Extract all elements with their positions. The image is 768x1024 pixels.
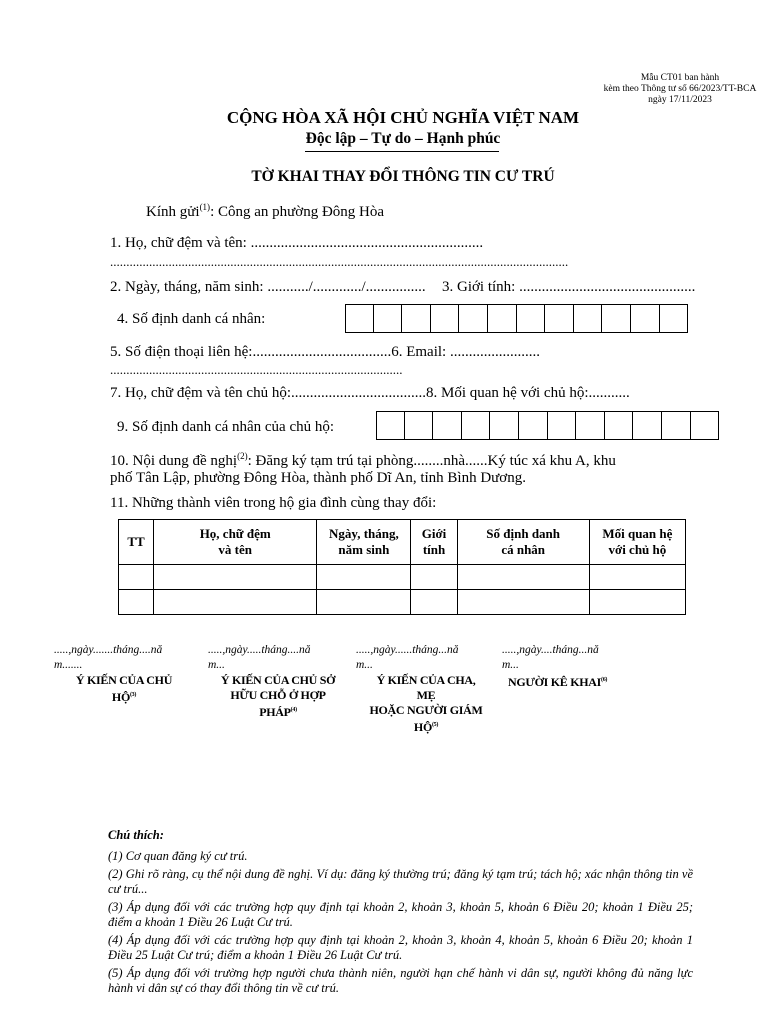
id-digit-box[interactable] xyxy=(633,411,662,440)
id-digit-box[interactable] xyxy=(490,411,519,440)
field-id-label: 4. Số định danh cá nhân: xyxy=(117,311,266,327)
id-digit-box[interactable] xyxy=(488,304,517,333)
id-digit-box[interactable] xyxy=(462,411,491,440)
signature-title-text: Ý KIẾN CỦA CHỦ HỘ xyxy=(75,673,173,704)
col-dob-header: Ngày, tháng, năm sinh xyxy=(317,520,411,565)
notes-section xyxy=(108,828,693,999)
footnote-ref: (5) xyxy=(431,722,439,728)
request-value[interactable]: : Đăng ký tạm trú tại phòng........nhà......Ký túc xá khu A, khu xyxy=(247,453,616,469)
id-digit-box[interactable] xyxy=(405,411,434,440)
field-request-content[interactable] xyxy=(110,451,616,470)
table-cell[interactable] xyxy=(119,590,154,615)
id-digit-box[interactable] xyxy=(691,411,720,440)
table-cell[interactable] xyxy=(589,565,685,590)
note-item: (4) Áp dụng đối với các trường hợp quy định tại khoản 2, khoản 3, khoản 4, khoản 5, khoản 6 Điều 20; khoản 1 Điều 25 Luật Cư trú; điểm a khoản 1 Điều 26 Luật Cư trú. xyxy=(108,933,693,962)
field-full-name[interactable]: 1. Họ, chữ đệm và tên: .............................................................. xyxy=(110,235,484,251)
field-phone-email-cont[interactable]: .......................................................................................... xyxy=(110,362,403,377)
footnote-ref: (4) xyxy=(290,707,297,713)
form-note xyxy=(600,73,760,106)
id-digit-box[interactable] xyxy=(631,304,660,333)
table-cell[interactable] xyxy=(317,590,411,615)
id-digit-box[interactable] xyxy=(402,304,431,333)
field-full-name-cont[interactable]: ............................................................................................................................................. xyxy=(110,254,569,269)
table-header-row xyxy=(119,520,686,565)
field-head-id-label: 9. Số định danh cá nhân của chủ hộ: xyxy=(117,419,335,435)
head-id-boxes[interactable] xyxy=(376,411,719,440)
signature-title xyxy=(356,673,496,735)
note-item: (2) Ghi rõ ràng, cụ thể nội dung đề nghị. Ví dụ: đăng ký thường trú; đăng ký tạm trú; tách hộ; xác nhận thông tin về cư trú... xyxy=(108,867,693,896)
form-note-line: Mẫu CT01 ban hành xyxy=(640,73,720,83)
table-cell[interactable] xyxy=(154,590,317,615)
signature-block-owner xyxy=(208,643,348,720)
table-cell[interactable] xyxy=(457,565,589,590)
signature-title-text: Ý KIẾN CỦA CHA, MẸ HOẶC NGƯỜI GIÁM HỘ xyxy=(369,673,483,734)
id-digit-box[interactable] xyxy=(548,411,577,440)
table-cell[interactable] xyxy=(317,565,411,590)
form-note-line: kèm theo Thông tư số 66/2023/TT-BCA xyxy=(603,84,757,94)
id-digit-box[interactable] xyxy=(602,304,631,333)
id-digit-box[interactable] xyxy=(576,411,605,440)
signature-date[interactable]: .....,ngày......tháng...nă m... xyxy=(356,644,459,671)
col-gender-header: Giới tính xyxy=(411,520,457,565)
table-cell[interactable] xyxy=(411,565,457,590)
id-digit-box[interactable] xyxy=(605,411,634,440)
motto-underline xyxy=(305,151,499,152)
field-birth-date[interactable]: 2. Ngày, tháng, năm sinh: .........../............./................ xyxy=(110,279,426,295)
motto: Độc lập – Tự do – Hạnh phúc xyxy=(305,130,501,147)
form-note-line: ngày 17/11/2023 xyxy=(648,95,712,105)
signature-date[interactable]: .....,ngày....tháng...nă m... xyxy=(502,644,599,671)
note-item: (1) Cơ quan đăng ký cư trú. xyxy=(108,849,248,863)
national-title: CỘNG HÒA XÃ HỘI CHỦ NGHĨA VIỆT NAM xyxy=(226,108,580,127)
personal-id-boxes[interactable] xyxy=(345,304,688,333)
notes-heading: Chú thích: xyxy=(108,828,164,842)
id-digit-box[interactable] xyxy=(662,411,691,440)
form-title: TỜ KHAI THAY ĐỔI THÔNG TIN CƯ TRÚ xyxy=(251,168,555,185)
recipient-line xyxy=(146,202,384,221)
recipient-value[interactable]: : Công an phường Đông Hòa xyxy=(210,204,385,220)
col-name-header: Họ, chữ đệm và tên xyxy=(154,520,317,565)
col-tt-header: TT xyxy=(119,520,154,565)
signature-date[interactable]: .....,ngày.....tháng....nă m... xyxy=(208,644,311,671)
id-digit-box[interactable] xyxy=(376,411,405,440)
field-gender[interactable]: 3. Giới tính: ............................................... xyxy=(442,279,696,295)
table-row xyxy=(119,565,686,590)
id-digit-box[interactable] xyxy=(517,304,546,333)
id-digit-box[interactable] xyxy=(345,304,374,333)
signature-title-text: NGƯỜI KÊ KHAI xyxy=(508,675,601,689)
id-digit-box[interactable] xyxy=(545,304,574,333)
request-label: 10. Nội dung đề nghị xyxy=(110,453,238,469)
footnote-ref: (6) xyxy=(601,677,608,683)
id-digit-box[interactable] xyxy=(660,304,689,333)
recipient-label: Kính gửi xyxy=(146,204,200,220)
signature-title xyxy=(502,673,642,690)
table-cell[interactable] xyxy=(119,565,154,590)
signature-title xyxy=(54,673,194,705)
field-request-content-cont[interactable]: phố Tân Lập, phường Đông Hòa, thành phố Dĩ An, tỉnh Bình Dương. xyxy=(110,470,526,486)
col-relation-header: Mối quan hệ với chủ hộ xyxy=(589,520,685,565)
signature-block-guardian xyxy=(356,643,496,735)
signature-block-declarant xyxy=(502,643,642,690)
signature-title xyxy=(208,673,348,720)
table-row xyxy=(119,590,686,615)
members-table xyxy=(118,519,686,615)
field-head-of-household[interactable]: 7. Họ, chữ đệm và tên chủ hộ:....................................8. Mối quan hệ với chủ hộ:........... xyxy=(110,385,630,401)
id-digit-box[interactable] xyxy=(574,304,603,333)
id-digit-box[interactable] xyxy=(431,304,460,333)
id-digit-box[interactable] xyxy=(433,411,462,440)
id-digit-box[interactable] xyxy=(519,411,548,440)
col-id-header: Số định danh cá nhân xyxy=(457,520,589,565)
signature-date[interactable]: .....,ngày.......tháng....nă m....... xyxy=(54,644,163,671)
note-item: (3) Áp dụng đối với các trường hợp quy định tại khoản 2, khoản 3, khoản 5, khoản 6 Điều 20; khoản 1 Điều 25; điểm a khoản 1 Điều 26 Luật Cư trú. xyxy=(108,900,693,929)
id-digit-box[interactable] xyxy=(374,304,403,333)
table-cell[interactable] xyxy=(154,565,317,590)
signature-title-text: Ý KIẾN CỦA CHỦ SỞ HỮU CHỖ Ở HỢP PHÁP xyxy=(220,673,336,719)
table-cell[interactable] xyxy=(411,590,457,615)
footnote-ref: (3) xyxy=(129,692,137,698)
footnote-ref: (2) xyxy=(237,451,248,461)
footnote-ref: (1) xyxy=(199,202,211,212)
note-item: (5) Áp dụng đối với trường hợp người chưa thành niên, người hạn chế hành vi dân sự, người không đủ năng lực hành vi dân sự có thay đổi thông tin về cư trú. xyxy=(108,966,693,995)
id-digit-box[interactable] xyxy=(459,304,488,333)
signature-block-head-of-household xyxy=(54,643,194,705)
table-cell[interactable] xyxy=(589,590,685,615)
field-members-label: 11. Những thành viên trong hộ gia đình cùng thay đổi: xyxy=(110,495,437,511)
table-cell[interactable] xyxy=(457,590,589,615)
field-phone-email[interactable]: 5. Số điện thoại liên hệ:.....................................6. Email: ........................ xyxy=(110,344,540,360)
